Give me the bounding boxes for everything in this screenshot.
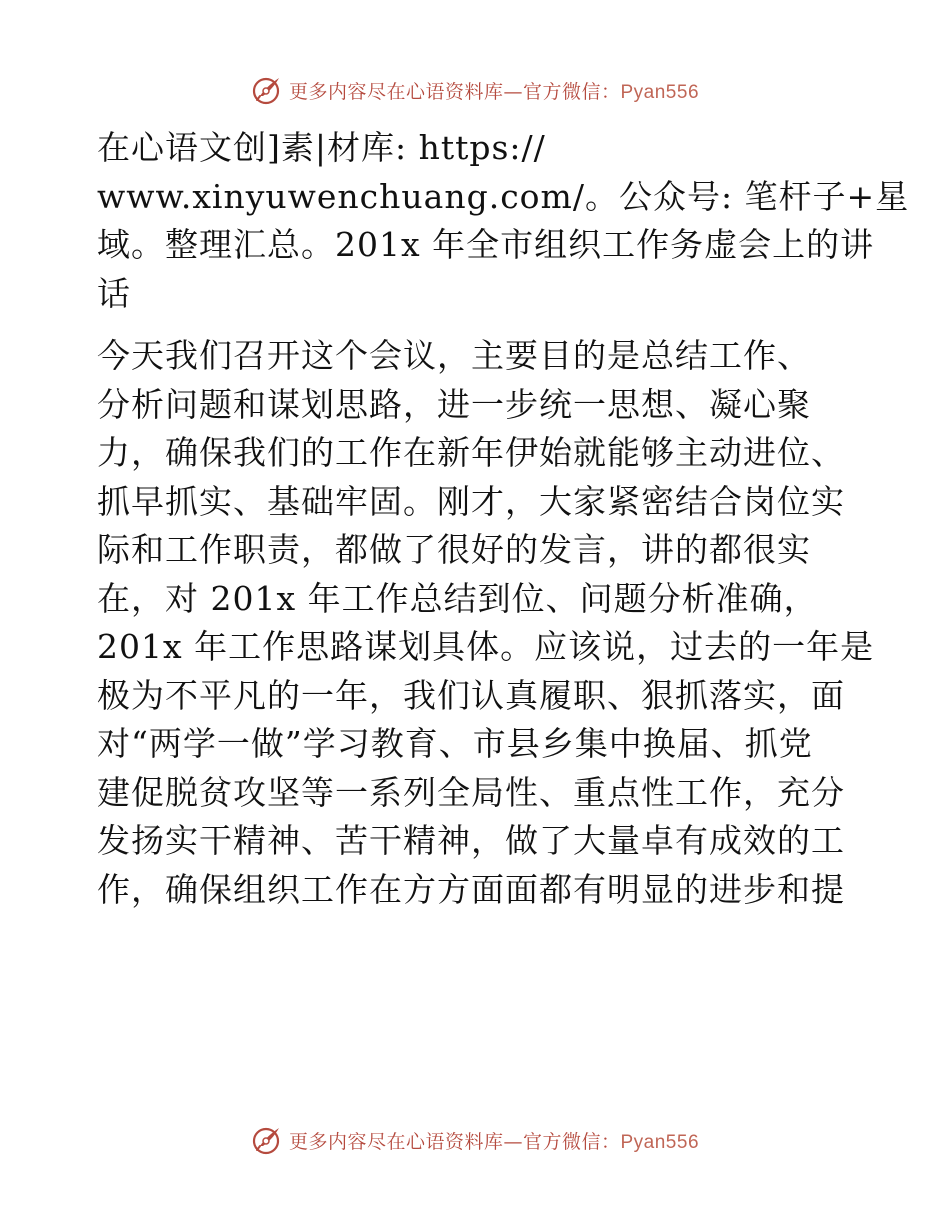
header-banner-label: 更多内容尽在心语资料库—官方微信： [288,80,621,103]
paragraph-title [97,124,910,318]
paragraph-body [97,332,875,914]
footer-banner-account: Pyan556 [620,1131,700,1153]
text-line: 域。整理汇总。201x 年全市组织工作务虚会上的讲 [97,225,875,264]
text-line: 抓早抓实、基础牢固。刚才，大家紧密结合岗位实 [97,481,845,521]
text-line: 在心语文创]素|材库: https:// [97,128,546,167]
text-line: 际和工作职责，都做了很好的发言，讲的都很实 [97,530,811,569]
text-line: 今天我们召开这个会议，主要目的是总结工作、 [97,336,811,375]
text-line: 分析问题和谋划思路，进一步统一思想、凝心聚 [97,384,811,424]
text-line: 在，对 201x 年工作总结到位、问题分析准确， [97,578,818,618]
header-banner [0,70,950,110]
text-line: 对“两学一做”学习教育、市县乡集中换届、抓党 [97,724,813,763]
footer-banner [0,1120,950,1160]
footer-banner-label: 更多内容尽在心语资料库—官方微信： [288,1130,621,1153]
text-line: 建促脱贫攻坚等一系列全局性、重点性工作，充分 [97,772,845,812]
quill-logo-icon [251,74,283,106]
document-body [97,124,910,914]
header-banner-text [289,77,699,104]
text-line: 作，确保组织工作在方方面面都有明显的进步和提 [97,869,845,909]
quill-logo-icon [251,1124,283,1156]
text-line: 话 [97,273,131,313]
footer-banner-text [289,1127,699,1154]
text-line: 201x 年工作思路谋划具体。应该说，过去的一年是 [97,627,875,666]
header-banner-account: Pyan556 [620,81,700,103]
text-line: www.xinyuwenchuang.com/。公众号: 笔杆子+星 [97,176,910,216]
text-line: 发扬实干精神、苦干精神，做了大量卓有成效的工 [97,821,845,860]
text-line: 力，确保我们的工作在新年伊始就能够主动进位、 [97,433,845,472]
text-line: 极为不平凡的一年，我们认真履职、狠抓落实，面 [97,675,845,715]
